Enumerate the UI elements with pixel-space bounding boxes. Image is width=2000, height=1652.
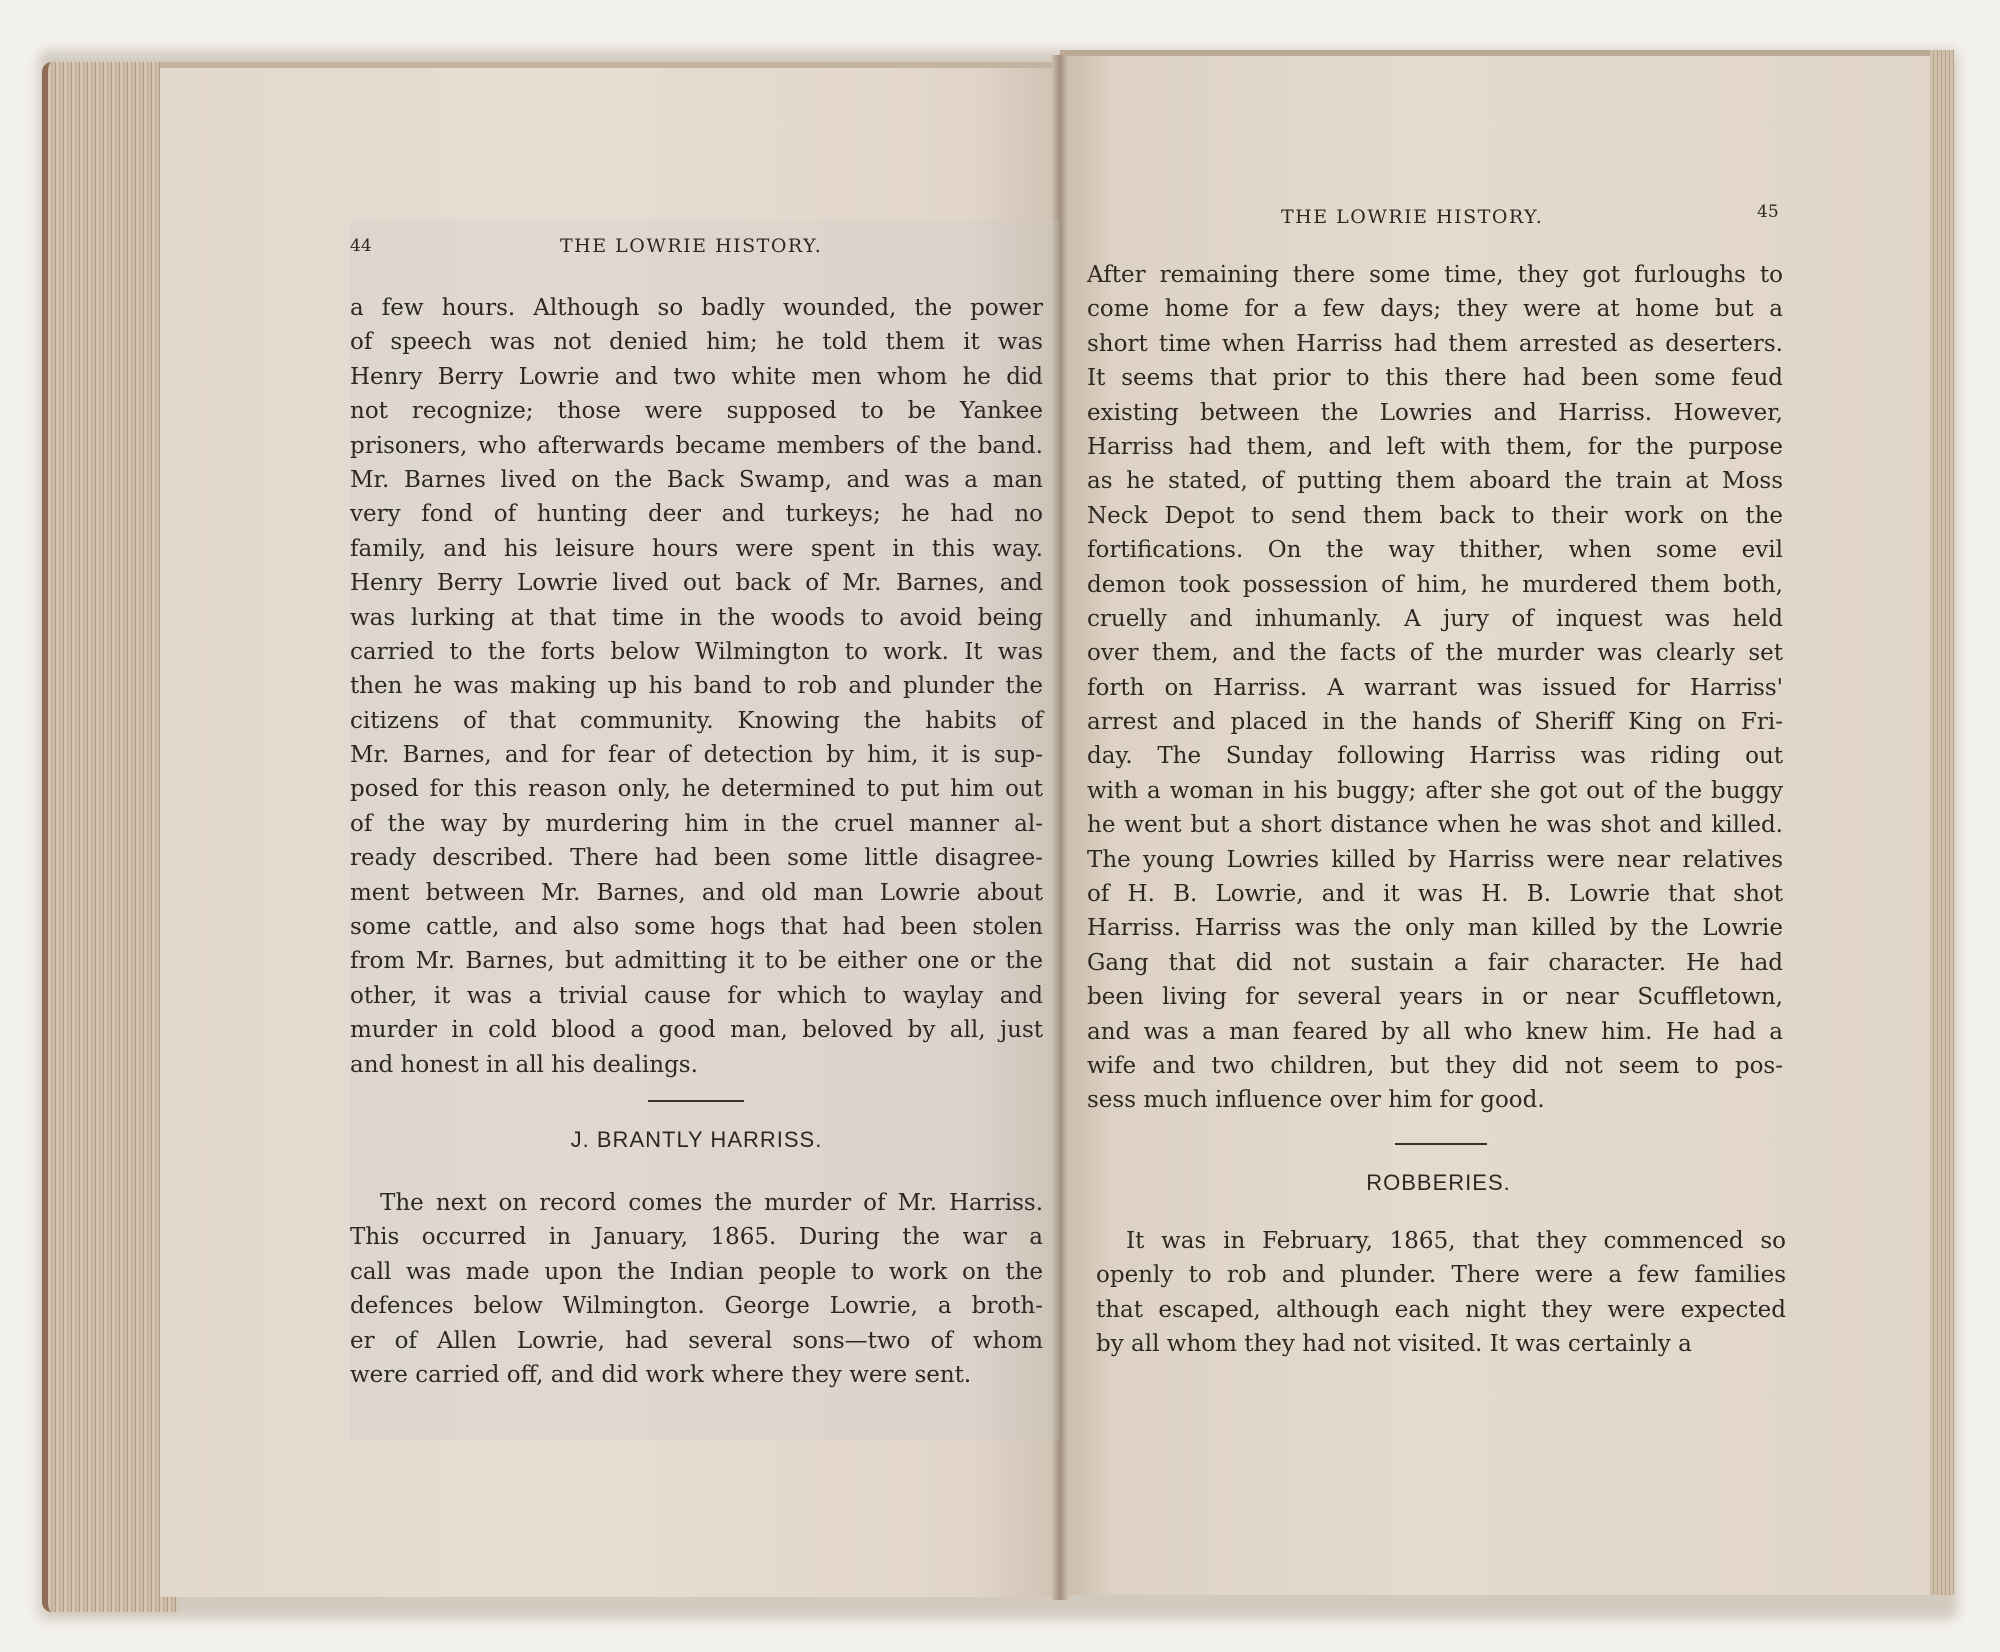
text-line: er of Allen Lowrie, had several sons—two of whom [350, 1327, 1043, 1354]
text-line: Harriss had them, and left with them, for the purpose [1087, 433, 1783, 460]
text-line: a few hours. Although so badly wounded, the power [350, 295, 1043, 321]
text-line: family, and his leisure hours were spent in this way. [350, 535, 1043, 562]
text-line: forth on Harriss. A warrant was issued for Harriss' [1087, 674, 1783, 701]
text-line: and honest in all his dealings. [350, 1051, 698, 1078]
right-section-heading: ROBBERIES. [1366, 1170, 1511, 1195]
text-line: cruelly and inhumanly. A jury of inquest was held [1087, 605, 1783, 632]
text-line: by all whom they had not visited. It was certainly a [1096, 1331, 1692, 1358]
text-line: of speech was not denied him; he told them it was [350, 329, 1043, 356]
text-line: were carried off, and did work where they were sent. [350, 1361, 972, 1388]
text-line: other, it was a trivial cause for which to waylay and [350, 982, 1043, 1009]
text-line: After remaining there some time, they got furloughs to [1087, 262, 1783, 288]
text-line: been living for several years in or near Scuffletown, [1087, 984, 1783, 1011]
text-line: Henry Berry Lowrie lived out back of Mr. Barnes, and [350, 570, 1043, 597]
right-paragraph-1 [1087, 258, 1783, 1118]
right-page-edges [1930, 50, 1954, 1595]
text-line: Mr. Barnes lived on the Back Swamp, and was a man [350, 466, 1043, 493]
right-running-head: THE LOWRIE HISTORY. [1281, 206, 1544, 228]
text-line: Neck Depot to send them back to their work on the [1087, 502, 1783, 529]
text-line: he went but a short distance when he was shot and killed. [1087, 812, 1783, 839]
text-line: Harriss. Harriss was the only man killed by the Lowrie [1087, 915, 1783, 942]
text-line: not recognize; those were supposed to be Yankee [350, 398, 1043, 425]
text-line: of H. B. Lowrie, and it was H. B. Lowrie that shot [1087, 881, 1783, 908]
left-running-head: THE LOWRIE HISTORY. [560, 235, 823, 257]
text-line: come home for a few days; they were at home but a [1087, 296, 1783, 323]
text-line: with a woman in his buggy; after she got out of the buggy [1087, 777, 1783, 804]
right-paragraph-2 [1096, 1224, 1786, 1362]
left-page-edges [42, 62, 178, 1612]
text-line: then he was making up his band to rob and plunder the [350, 673, 1043, 700]
text-line: The young Lowries killed by Harriss were near relatives [1087, 846, 1783, 873]
text-line: ment between Mr. Barnes, and old man Lowrie about [350, 879, 1043, 906]
text-line: short time when Harriss had them arrested as deserters. [1087, 330, 1783, 357]
left-paragraph-2 [350, 1186, 1043, 1392]
text-line: prisoners, who afterwards became members of the band. [350, 432, 1043, 459]
text-line: very fond of hunting deer and turkeys; he had no [350, 501, 1043, 528]
text-line: murder in cold blood a good man, beloved by all, just [350, 1017, 1043, 1044]
text-line: demon took possession of him, he murdered them both, [1087, 571, 1783, 598]
text-line: sess much influence over him for good. [1087, 1087, 1545, 1114]
text-line: some cattle, and also some hogs that had been stolen [350, 914, 1043, 941]
text-line: ready described. There had been some little disagree- [350, 845, 1043, 872]
text-line: The next on record comes the murder of Mr. Harriss. [380, 1190, 1043, 1216]
text-line: was lurking at that time in the woods to avoid being [350, 604, 1043, 631]
left-section-rule [648, 1100, 744, 1102]
text-line: fortifications. On the way thither, when some evil [1087, 537, 1783, 564]
text-line: Gang that did not sustain a fair character. He had [1087, 949, 1783, 976]
text-line: Mr. Barnes, and for fear of detection by him, it is sup- [350, 742, 1043, 769]
text-line: from Mr. Barnes, but admitting it to be either one or the [350, 948, 1043, 975]
text-line: that escaped, although each night they were expected [1096, 1296, 1786, 1323]
text-line: existing between the Lowries and Harriss. However, [1087, 399, 1783, 426]
text-line: It seems that prior to this there had been some feud [1087, 365, 1783, 392]
text-line: This occurred in January, 1865. During the war a [350, 1224, 1043, 1251]
text-line: It was in February, 1865, that they commenced so [1126, 1228, 1786, 1254]
text-line: as he stated, of putting them aboard the train at Moss [1087, 468, 1783, 495]
text-line: over them, and the facts of the murder was clearly set [1087, 640, 1783, 667]
text-line: posed for this reason only, he determined to put him out [350, 776, 1043, 803]
text-line: citizens of that community. Knowing the habits of [350, 707, 1043, 734]
text-line: carried to the forts below Wilmington to work. It was [350, 638, 1043, 665]
left-paragraph-1 [350, 291, 1043, 1082]
text-line: defences below Wilmington. George Lowrie, a broth- [350, 1293, 1043, 1320]
text-line: call was made upon the Indian people to work on the [350, 1258, 1043, 1285]
text-line: arrest and placed in the hands of Sheriff King on Fri- [1087, 709, 1783, 736]
left-section-heading: J. BRANTLY HARRISS. [570, 1127, 823, 1152]
text-line: and was a man feared by all who knew him. He had a [1087, 1018, 1783, 1045]
right-page-number: 45 [1757, 202, 1779, 222]
left-page-number: 44 [350, 236, 372, 256]
text-line: day. The Sunday following Harriss was riding out [1087, 743, 1783, 770]
right-section-rule [1395, 1143, 1487, 1145]
text-line: Henry Berry Lowrie and two white men whom he did [350, 363, 1043, 390]
text-line: openly to rob and plunder. There were a few families [1096, 1262, 1786, 1289]
text-line: of the way by murdering him in the cruel manner al- [350, 810, 1043, 837]
text-line: wife and two children, but they did not seem to pos- [1087, 1052, 1783, 1079]
